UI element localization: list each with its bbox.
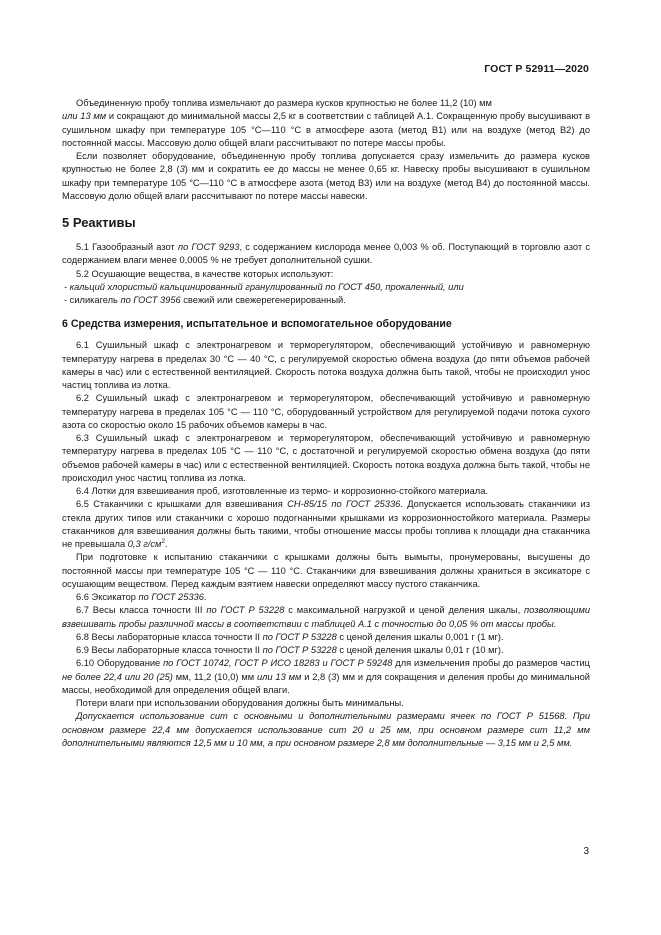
clause-6-7: 6.7 Весы класса точности III по ГОСТ Р 53228 с максимальной нагрузкой и ценой деления шкалы, позволяющими взвешивать пробы различной массы в соответствии с таблицей А.1 с точностью до 0,05 % от массы пробы. bbox=[62, 605, 590, 629]
section-6-heading: 6 Средства измерения, испытательное и вспомогательное оборудование bbox=[62, 318, 452, 331]
page-content bbox=[62, 97, 590, 750]
clause-6-2: 6.2 Сушильный шкаф с электронагревом и терморегулятором, обеспечивающий устойчивую и равномерную температуру нагрева в пределах 105 °С — 110 °С, оборудованный устройством для регулируемой подачи потока сухого азота со скоростью около 15 рабочих объемов камеры в час. bbox=[62, 393, 590, 430]
clause-5-1: 5.1 Газообразный азот по ГОСТ 9293, с содержанием кислорода менее 0,003 % об. Поступающий в торговлю азот с содержанием влаги менее 0,0005 % не требует дополнительной сушки. bbox=[62, 242, 590, 266]
clause-6-5: 6.5 Стаканчики с крышками для взвешивания СН-85/15 по ГОСТ 25336. Допускается использовать стаканчики из стекла других типов или стаканчики с хорошо подогнанными крышками из коррозионностойкого материала. Размеры стаканчиков для взвешивания должны быть такими, чтобы отношение массы пробы топлива к площади дна стаканчика не превышала 0,3 $г/см^2$. bbox=[62, 499, 590, 549]
clause-6-4: 6.4 Лотки для взвешивания проб, изготовленные из термо- и коррозионно-стойкого материала. bbox=[76, 486, 488, 496]
clause-6-5-continued: При подготовке к испытанию стаканчики с крышками должны быть вымыты, пронумерованы, высушены до постоянной массы при температуре 105 °С — 110 °С. Стаканчики для взвешивания должны храниться в эксикаторе с осушающим веществом. Перед каждым взятием навески определяют массу пустого стаканчика. bbox=[62, 552, 590, 589]
section-5-heading: 5 Реактивы bbox=[62, 215, 136, 230]
clause-6-10: 6.10 Оборудование по ГОСТ 10742, ГОСТ Р ИСО 18283 и ГОСТ Р 59248 для измельчения пробы до размеров частиц не более 22,4 или 20 (25) мм, 11,2 (10,0) мм или 13 мм и 2,8 (3) мм и для сокращения и деления пробы до минимальной массы, необходимой для определения общей влаги. bbox=[62, 658, 590, 695]
document-header: ГОСТ Р 52911—2020 bbox=[484, 63, 589, 75]
clause-6-1: 6.1 Сушильный шкаф с электронагревом и терморегулятором, обеспечивающий устойчивую и равномерную температуру нагрева в пределах 30 °С — 40 °С, с регулируемой скоростью обмена воздуха (до пяти объемов рабочей камеры в час) или с естественной вентиляцией. Скорость потока воздуха должна быть такой, чтобы не происходил унос частиц топлива из лотка. bbox=[62, 340, 590, 390]
list-item-calcium-chloride: - кальций хлористый кальцинированный гранулированный по ГОСТ 450, прокаленный, или bbox=[64, 281, 464, 292]
clause-6-8: 6.8 Весы лабораторные класса точности II по ГОСТ Р 53228 с ценой деления шкалы 0,001 г (1 мг). bbox=[76, 631, 504, 642]
clause-6-10-sieves-note: Допускается использование сит с основными и дополнительными размерами ячеек по ГОСТ Р 51568. При основном размере 22,4 мм допускается использование сит 20 и 25 мм, при основном размере сит 11,2 мм дополнительными являются 12,5 мм и 10 мм, а при основном размере 2,8 мм дополнительные — 3,15 мм и 2,5 мм. bbox=[62, 711, 590, 748]
page-number: 3 bbox=[583, 846, 589, 857]
clause-6-9: 6.9 Весы лабораторные класса точности II по ГОСТ Р 53228 с ценой деления шкалы 0,01 г (10 мг). bbox=[76, 645, 504, 655]
intro-paragraph-1: Объединенную пробу топлива измельчают до размера кусков крупностью не более 11,2 (10) мм или 13 мм и сокращают до минимальной массы 2,5 кг в соответствии с таблицей А.1. Сокращенную пробу высушивают в сушильном шкафу при температуре 105 °С—110 °С в атмосфере азота (метод В1) или на воздухе (метод В2) до постоянной массы. Массовую долю общей влаги рассчитывают по потере массы пробы. bbox=[62, 98, 591, 148]
clause-6-10-moisture-loss: Потери влаги при использовании оборудования должны быть минимальны. bbox=[76, 698, 404, 708]
clause-5-2: 5.2 Осушающие вещества, в качестве которых используют: bbox=[76, 268, 334, 279]
clause-6-3: 6.3 Сушильный шкаф с электронагревом и терморегулятором, обеспечивающий устойчивую и равномерную температуру нагрева в пределах 105 °С — 110 °С, с достаточной и регулируемой скоростью обмена воздуха (до пяти объемов рабочей камеры в час) или с естественной вентиляцией. Скорость потока воздуха должна быть такой, чтобы не происходил унос частиц топлива из лотка. bbox=[62, 433, 590, 483]
list-item-silica-gel: - силикагель по ГОСТ 3956 свежий или свежерегенерированный. bbox=[64, 295, 346, 305]
intro-paragraph-2: Если позволяет оборудование, объединенную пробу топлива допускается сразу измельчить до размера кусков крупностью не более 2,8 (3) мм и сократить ее до массы не менее 0,65 кг. Навеску пробы высушивают в сушильном шкафу при температуре 105 °С—110 °С в атмосфере азота (метод В3) или на воздухе (метод В4) до постоянной массы. Массовую долю общей влаги рассчитывают по потере массы навески. bbox=[62, 151, 590, 201]
clause-6-6: 6.6 Эксикатор по ГОСТ 25336. bbox=[76, 592, 207, 602]
